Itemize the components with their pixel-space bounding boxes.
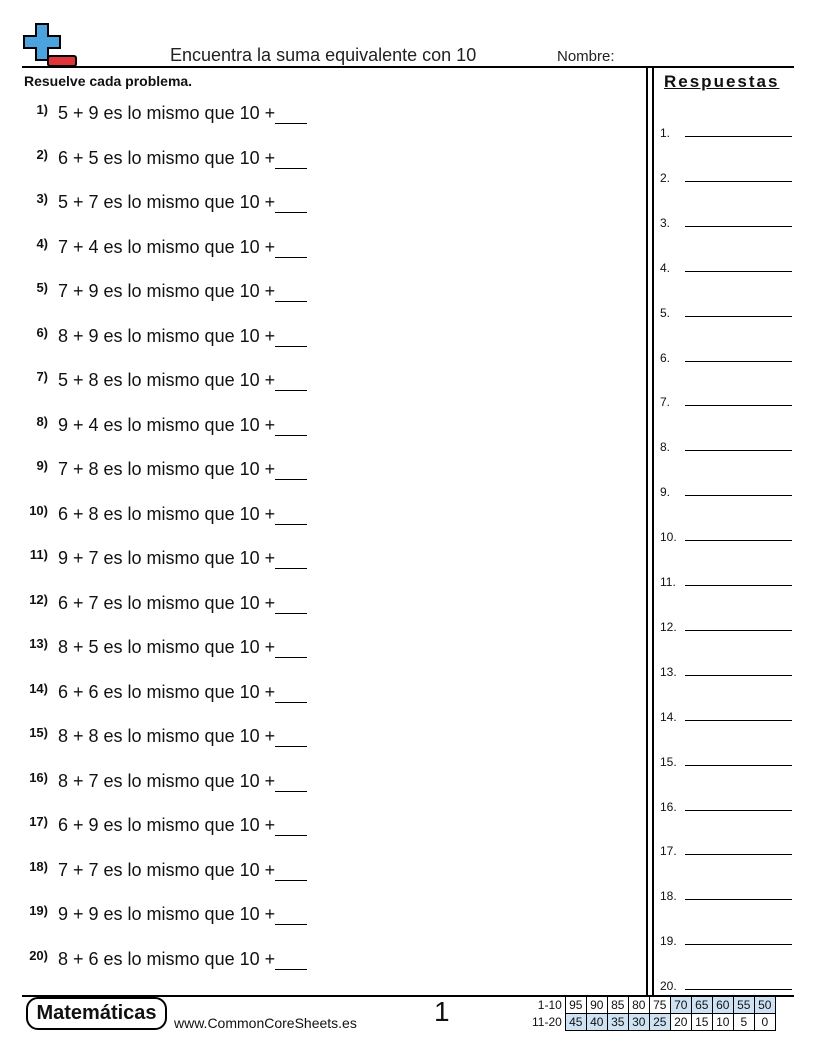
score-row-label: 11-20 xyxy=(532,1015,562,1029)
answer-blank[interactable] xyxy=(275,952,307,970)
answer-underline[interactable] xyxy=(685,361,792,362)
problem-item xyxy=(22,503,342,533)
answer-underline[interactable] xyxy=(685,450,792,451)
problem-text-content: 6 + 9 es lo mismo que 10 + xyxy=(58,815,276,835)
answer-number: 5. xyxy=(660,305,671,320)
problem-text xyxy=(58,504,307,525)
answer-blank[interactable] xyxy=(275,907,307,925)
answer-underline[interactable] xyxy=(685,854,792,855)
answer-blank[interactable] xyxy=(275,596,307,614)
answer-line[interactable] xyxy=(660,255,794,275)
problem-item xyxy=(22,681,342,711)
problem-text xyxy=(58,370,307,391)
answer-blank[interactable] xyxy=(275,685,307,703)
answer-number: 2. xyxy=(660,170,671,185)
answer-number: 14. xyxy=(660,709,677,724)
problem-number: 4) xyxy=(36,235,48,251)
problem-number: 17) xyxy=(29,814,48,829)
answer-blank[interactable] xyxy=(275,863,307,881)
problem-number: 9) xyxy=(36,458,48,473)
problem-number: 12) xyxy=(29,591,48,607)
answer-number: 8. xyxy=(660,440,671,455)
problem-item xyxy=(22,147,342,177)
problem-item xyxy=(22,547,342,577)
answer-line[interactable] xyxy=(660,749,794,769)
score-cell: 0 xyxy=(754,1014,775,1031)
problem-number: 3) xyxy=(36,191,48,206)
worksheet-title: Encuentra la suma equivalente con 10 xyxy=(170,45,477,65)
answer-blank[interactable] xyxy=(275,373,307,391)
answer-line[interactable] xyxy=(660,300,794,320)
answer-number: 10. xyxy=(660,530,677,545)
problem-text-content: 6 + 7 es lo mismo que 10 + xyxy=(58,592,276,613)
answer-underline[interactable] xyxy=(685,944,792,945)
problem-text xyxy=(58,815,307,836)
answer-underline[interactable] xyxy=(685,810,792,811)
problem-item xyxy=(22,458,342,488)
answer-line[interactable] xyxy=(660,479,794,499)
problem-text-content: 8 + 9 es lo mismo que 10 + xyxy=(58,325,276,346)
answer-underline[interactable] xyxy=(685,136,792,137)
answer-line[interactable] xyxy=(660,210,794,230)
answer-underline[interactable] xyxy=(685,316,792,317)
problem-text xyxy=(58,593,307,614)
score-cell: 75 xyxy=(649,997,670,1014)
problem-text-content: 8 + 7 es lo mismo que 10 + xyxy=(58,770,276,791)
answer-line[interactable] xyxy=(660,389,794,409)
column-divider xyxy=(652,67,654,996)
header-divider xyxy=(22,66,794,68)
score-cell: 60 xyxy=(712,997,733,1014)
problem-text-content: 5 + 7 es lo mismo que 10 + xyxy=(58,192,276,212)
answer-underline[interactable] xyxy=(685,989,792,990)
answer-underline[interactable] xyxy=(685,181,792,182)
score-cell: 25 xyxy=(649,1014,670,1031)
problem-number: 10) xyxy=(29,502,48,518)
problem-text xyxy=(58,904,307,925)
score-cell: 65 xyxy=(691,997,712,1014)
problem-text-content: 7 + 8 es lo mismo que 10 + xyxy=(58,459,276,479)
answer-line[interactable] xyxy=(660,883,794,903)
problem-text-content: 7 + 9 es lo mismo que 10 + xyxy=(58,281,276,301)
answer-blank[interactable] xyxy=(275,507,307,525)
answer-number: 19. xyxy=(660,934,677,949)
answer-line[interactable] xyxy=(660,794,794,814)
answer-blank[interactable] xyxy=(275,284,307,302)
problem-text xyxy=(58,148,307,169)
answer-blank[interactable] xyxy=(275,151,307,169)
problem-item xyxy=(22,102,342,132)
answer-blank[interactable] xyxy=(275,774,307,792)
score-cell: 40 xyxy=(586,1014,607,1031)
problem-item xyxy=(22,191,342,221)
answer-underline[interactable] xyxy=(685,585,792,586)
answer-number: 15. xyxy=(660,754,677,769)
problem-item xyxy=(22,414,342,444)
answer-line[interactable] xyxy=(660,659,794,679)
site-url: www.CommonCoreSheets.es xyxy=(174,1015,357,1031)
problem-text xyxy=(58,459,307,480)
problem-text-content: 5 + 8 es lo mismo que 10 + xyxy=(58,370,276,390)
score-cell: 45 xyxy=(565,1014,586,1031)
answer-line[interactable] xyxy=(660,120,794,140)
answer-number: 1. xyxy=(660,126,671,140)
score-cell: 70 xyxy=(670,997,691,1014)
problem-number: 6) xyxy=(36,324,48,340)
problem-text-content: 5 + 9 es lo mismo que 10 + xyxy=(58,103,276,123)
answer-number: 6. xyxy=(660,350,671,365)
problem-number: 16) xyxy=(29,769,48,785)
answers-title: Respuestas xyxy=(664,72,780,91)
problem-number: 18) xyxy=(29,858,48,874)
problem-text-content: 9 + 7 es lo mismo que 10 + xyxy=(58,548,276,568)
answer-line[interactable] xyxy=(660,569,794,589)
problem-item xyxy=(22,592,342,622)
answer-blank[interactable] xyxy=(275,729,307,747)
answer-blank[interactable] xyxy=(275,551,307,569)
score-cell: 15 xyxy=(691,1014,712,1031)
score-table xyxy=(530,996,776,1031)
page-number: 1 xyxy=(434,996,450,1027)
problem-text xyxy=(58,415,307,436)
answer-underline[interactable] xyxy=(685,226,792,227)
score-row-label: 1-10 xyxy=(537,998,562,1012)
answer-number: 9. xyxy=(660,485,671,500)
answer-line[interactable] xyxy=(660,614,794,634)
problem-text xyxy=(58,192,307,213)
answer-blank[interactable] xyxy=(275,462,307,480)
answer-line[interactable] xyxy=(660,838,794,858)
answer-line[interactable] xyxy=(660,973,794,993)
problem-number: 7) xyxy=(36,369,48,384)
score-cell: 5 xyxy=(733,1014,754,1031)
answer-line[interactable] xyxy=(660,928,794,948)
score-cell: 95 xyxy=(565,997,586,1014)
problem-item xyxy=(22,859,342,889)
problem-text xyxy=(58,949,307,970)
answer-number: 3. xyxy=(660,215,671,230)
answer-blank[interactable] xyxy=(275,818,307,836)
problem-text-content: 6 + 8 es lo mismo que 10 + xyxy=(58,503,276,524)
answer-underline[interactable] xyxy=(685,765,792,766)
problem-text-content: 9 + 4 es lo mismo que 10 + xyxy=(58,414,276,435)
problem-number: 13) xyxy=(29,636,48,651)
problem-item xyxy=(22,770,342,800)
problem-text xyxy=(58,637,307,658)
answer-number: 7. xyxy=(660,395,671,410)
answer-underline[interactable] xyxy=(685,675,792,676)
problem-number: 11) xyxy=(29,547,48,562)
plus-minus-logo-icon xyxy=(22,22,80,68)
answer-number: 18. xyxy=(660,889,677,904)
name-label: Nombre: xyxy=(557,48,615,65)
problem-text-content: 8 + 6 es lo mismo que 10 + xyxy=(58,948,276,969)
problem-item xyxy=(22,369,342,399)
answer-number: 11. xyxy=(660,575,676,589)
problem-text xyxy=(58,682,307,703)
answer-number: 4. xyxy=(660,260,671,275)
answer-line[interactable] xyxy=(660,345,794,365)
problem-item xyxy=(22,236,342,266)
answer-blank[interactable] xyxy=(275,240,307,258)
score-cell: 20 xyxy=(670,1014,691,1031)
problem-text-content: 9 + 9 es lo mismo que 10 + xyxy=(58,904,276,924)
problem-item xyxy=(22,948,342,978)
problem-number: 2) xyxy=(36,146,48,162)
answer-underline[interactable] xyxy=(685,405,792,406)
problem-number: 19) xyxy=(29,903,48,918)
problem-text xyxy=(58,771,307,792)
problem-text-content: 7 + 7 es lo mismo que 10 + xyxy=(58,859,276,880)
problem-text xyxy=(58,860,307,881)
answer-underline[interactable] xyxy=(685,630,792,631)
column-divider xyxy=(646,67,648,996)
answer-blank[interactable] xyxy=(275,195,307,213)
score-cell: 35 xyxy=(607,1014,628,1031)
problem-item xyxy=(22,814,342,844)
problem-text-content: 7 + 4 es lo mismo que 10 + xyxy=(58,236,276,257)
problem-number: 1) xyxy=(36,102,48,117)
problem-item xyxy=(22,725,342,755)
score-row xyxy=(530,997,775,1014)
score-cell: 85 xyxy=(607,997,628,1014)
problem-number: 20) xyxy=(29,947,48,963)
problem-item xyxy=(22,636,342,666)
answer-line[interactable] xyxy=(660,704,794,724)
answer-blank[interactable] xyxy=(275,418,307,436)
problem-number: 5) xyxy=(36,280,48,295)
problem-number: 8) xyxy=(36,413,48,429)
answer-number: 16. xyxy=(660,799,677,814)
answer-number: 17. xyxy=(660,844,677,859)
answer-line[interactable] xyxy=(660,434,794,454)
score-cell: 50 xyxy=(754,997,775,1014)
problem-text xyxy=(58,548,307,569)
answer-number: 13. xyxy=(660,664,677,679)
score-cell: 55 xyxy=(733,997,754,1014)
problem-number: 15) xyxy=(29,725,48,740)
instructions: Resuelve cada problema. xyxy=(24,73,193,89)
score-row xyxy=(530,1014,775,1031)
answer-number: 20. xyxy=(660,979,677,994)
answer-line[interactable] xyxy=(660,524,794,544)
problem-text-content: 6 + 5 es lo mismo que 10 + xyxy=(58,147,276,168)
problem-text xyxy=(58,237,307,258)
answer-underline[interactable] xyxy=(685,540,792,541)
score-cell: 10 xyxy=(712,1014,733,1031)
problem-number: 14) xyxy=(29,680,48,696)
score-cell: 90 xyxy=(586,997,607,1014)
problem-text xyxy=(58,726,307,747)
problem-text-content: 6 + 6 es lo mismo que 10 + xyxy=(58,681,276,702)
answer-underline[interactable] xyxy=(685,720,792,721)
problem-text-content: 8 + 5 es lo mismo que 10 + xyxy=(58,637,276,657)
problem-text xyxy=(58,326,307,347)
problem-item xyxy=(22,903,342,933)
answer-line[interactable] xyxy=(660,165,794,185)
score-cell: 80 xyxy=(628,997,649,1014)
score-cell: 30 xyxy=(628,1014,649,1031)
problem-text xyxy=(58,281,307,302)
answer-blank[interactable] xyxy=(275,106,307,124)
brand-badge: Matemáticas xyxy=(26,997,167,1030)
problem-text xyxy=(58,103,307,124)
answer-blank[interactable] xyxy=(275,329,307,347)
problem-item xyxy=(22,280,342,310)
answer-underline[interactable] xyxy=(685,899,792,900)
answer-underline[interactable] xyxy=(685,495,792,496)
answer-blank[interactable] xyxy=(275,640,307,658)
answer-number: 12. xyxy=(660,619,677,634)
problem-text-content: 8 + 8 es lo mismo que 10 + xyxy=(58,726,276,746)
problem-item xyxy=(22,325,342,355)
answer-underline[interactable] xyxy=(685,271,792,272)
